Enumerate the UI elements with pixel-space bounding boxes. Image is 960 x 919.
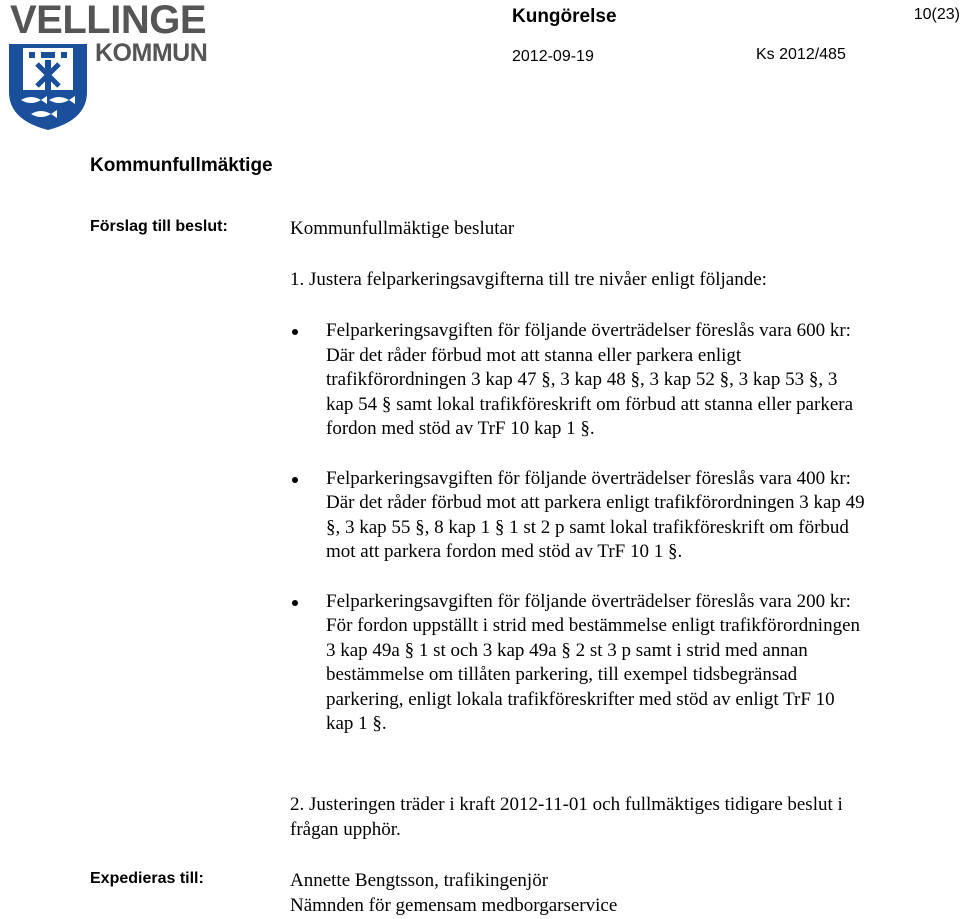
coat-of-arms-icon xyxy=(7,42,89,132)
recipient-2: Nämnden för gemensam medborgarservice xyxy=(290,895,618,916)
fee-levels-list xyxy=(290,319,865,762)
page-number: 10(23) xyxy=(913,6,960,23)
dispatch-label: Expedieras till: xyxy=(90,870,204,887)
proposal-label: Förslag till beslut: xyxy=(90,218,228,235)
bullet-icon xyxy=(292,477,298,483)
bullet-icon xyxy=(292,329,298,335)
bullet-icon xyxy=(292,600,298,606)
proposal-item-1: 1. Justera felparkeringsavgifterna till tre nivåer enligt följande: xyxy=(290,269,767,290)
logo-word-vellinge: VELLINGE xyxy=(10,0,207,42)
list-item xyxy=(290,590,865,737)
document-type: Kungörelse xyxy=(512,6,617,27)
fee-400-text: Felparkeringsavgiften för följande överträdelser föreslås vara 400 kr: Där det råder förbud mot att parkera enligt trafikförordningen 3 kap 49 §, 3 kap 55 §, 8 kap 1 § 1 st 2 p samt lokal trafikföreskrift om förbud mot att parkera fordon med stöd av TrF 10 1 §. xyxy=(326,467,865,562)
list-item xyxy=(290,467,865,565)
vellinge-kommun-logo xyxy=(5,2,210,132)
list-item xyxy=(290,319,865,442)
case-reference: Ks 2012/485 xyxy=(756,46,846,63)
proposal-item-2: 2. Justeringen träder i kraft 2012-11-01 och fullmäktiges tidigare beslut i frågan upphör. xyxy=(290,794,843,840)
document-date: 2012-09-19 xyxy=(512,48,594,65)
logo-word-kommun: KOMMUN xyxy=(95,39,208,67)
fee-200-text: Felparkeringsavgiften för följande överträdelser föreslås vara 200 kr: För fordon uppställt i strid med bestämmelse enligt trafikförordningen 3 kap 49a § 1 st och 3 kap 49a § 2 st 3 p samt i strid med annan bestämmelse om tillåten parkering, till exempel tidsbegränsad parkering, enligt lokala trafikföreskrifter med stöd av enligt TrF 10 kap 1 §. xyxy=(326,590,861,734)
organ-heading: Kommunfullmäktige xyxy=(90,155,273,176)
fee-600-text: Felparkeringsavgiften för följande överträdelser föreslås vara 600 kr: Där det råder förbud mot att stanna eller parkera enligt trafikförordningen 3 kap 47 §, 3 kap 48 §, 3 kap 52 §, 3 kap 53 §, 3 kap 54 § samt lokal trafikföreskrift om förbud att stanna eller parkera fordon med stöd av TrF 10 kap 1 §. xyxy=(326,320,854,439)
recipient-1: Annette Bengtsson, trafikingenjör xyxy=(290,870,549,891)
proposal-intro: Kommunfullmäktige beslutar xyxy=(290,218,515,239)
